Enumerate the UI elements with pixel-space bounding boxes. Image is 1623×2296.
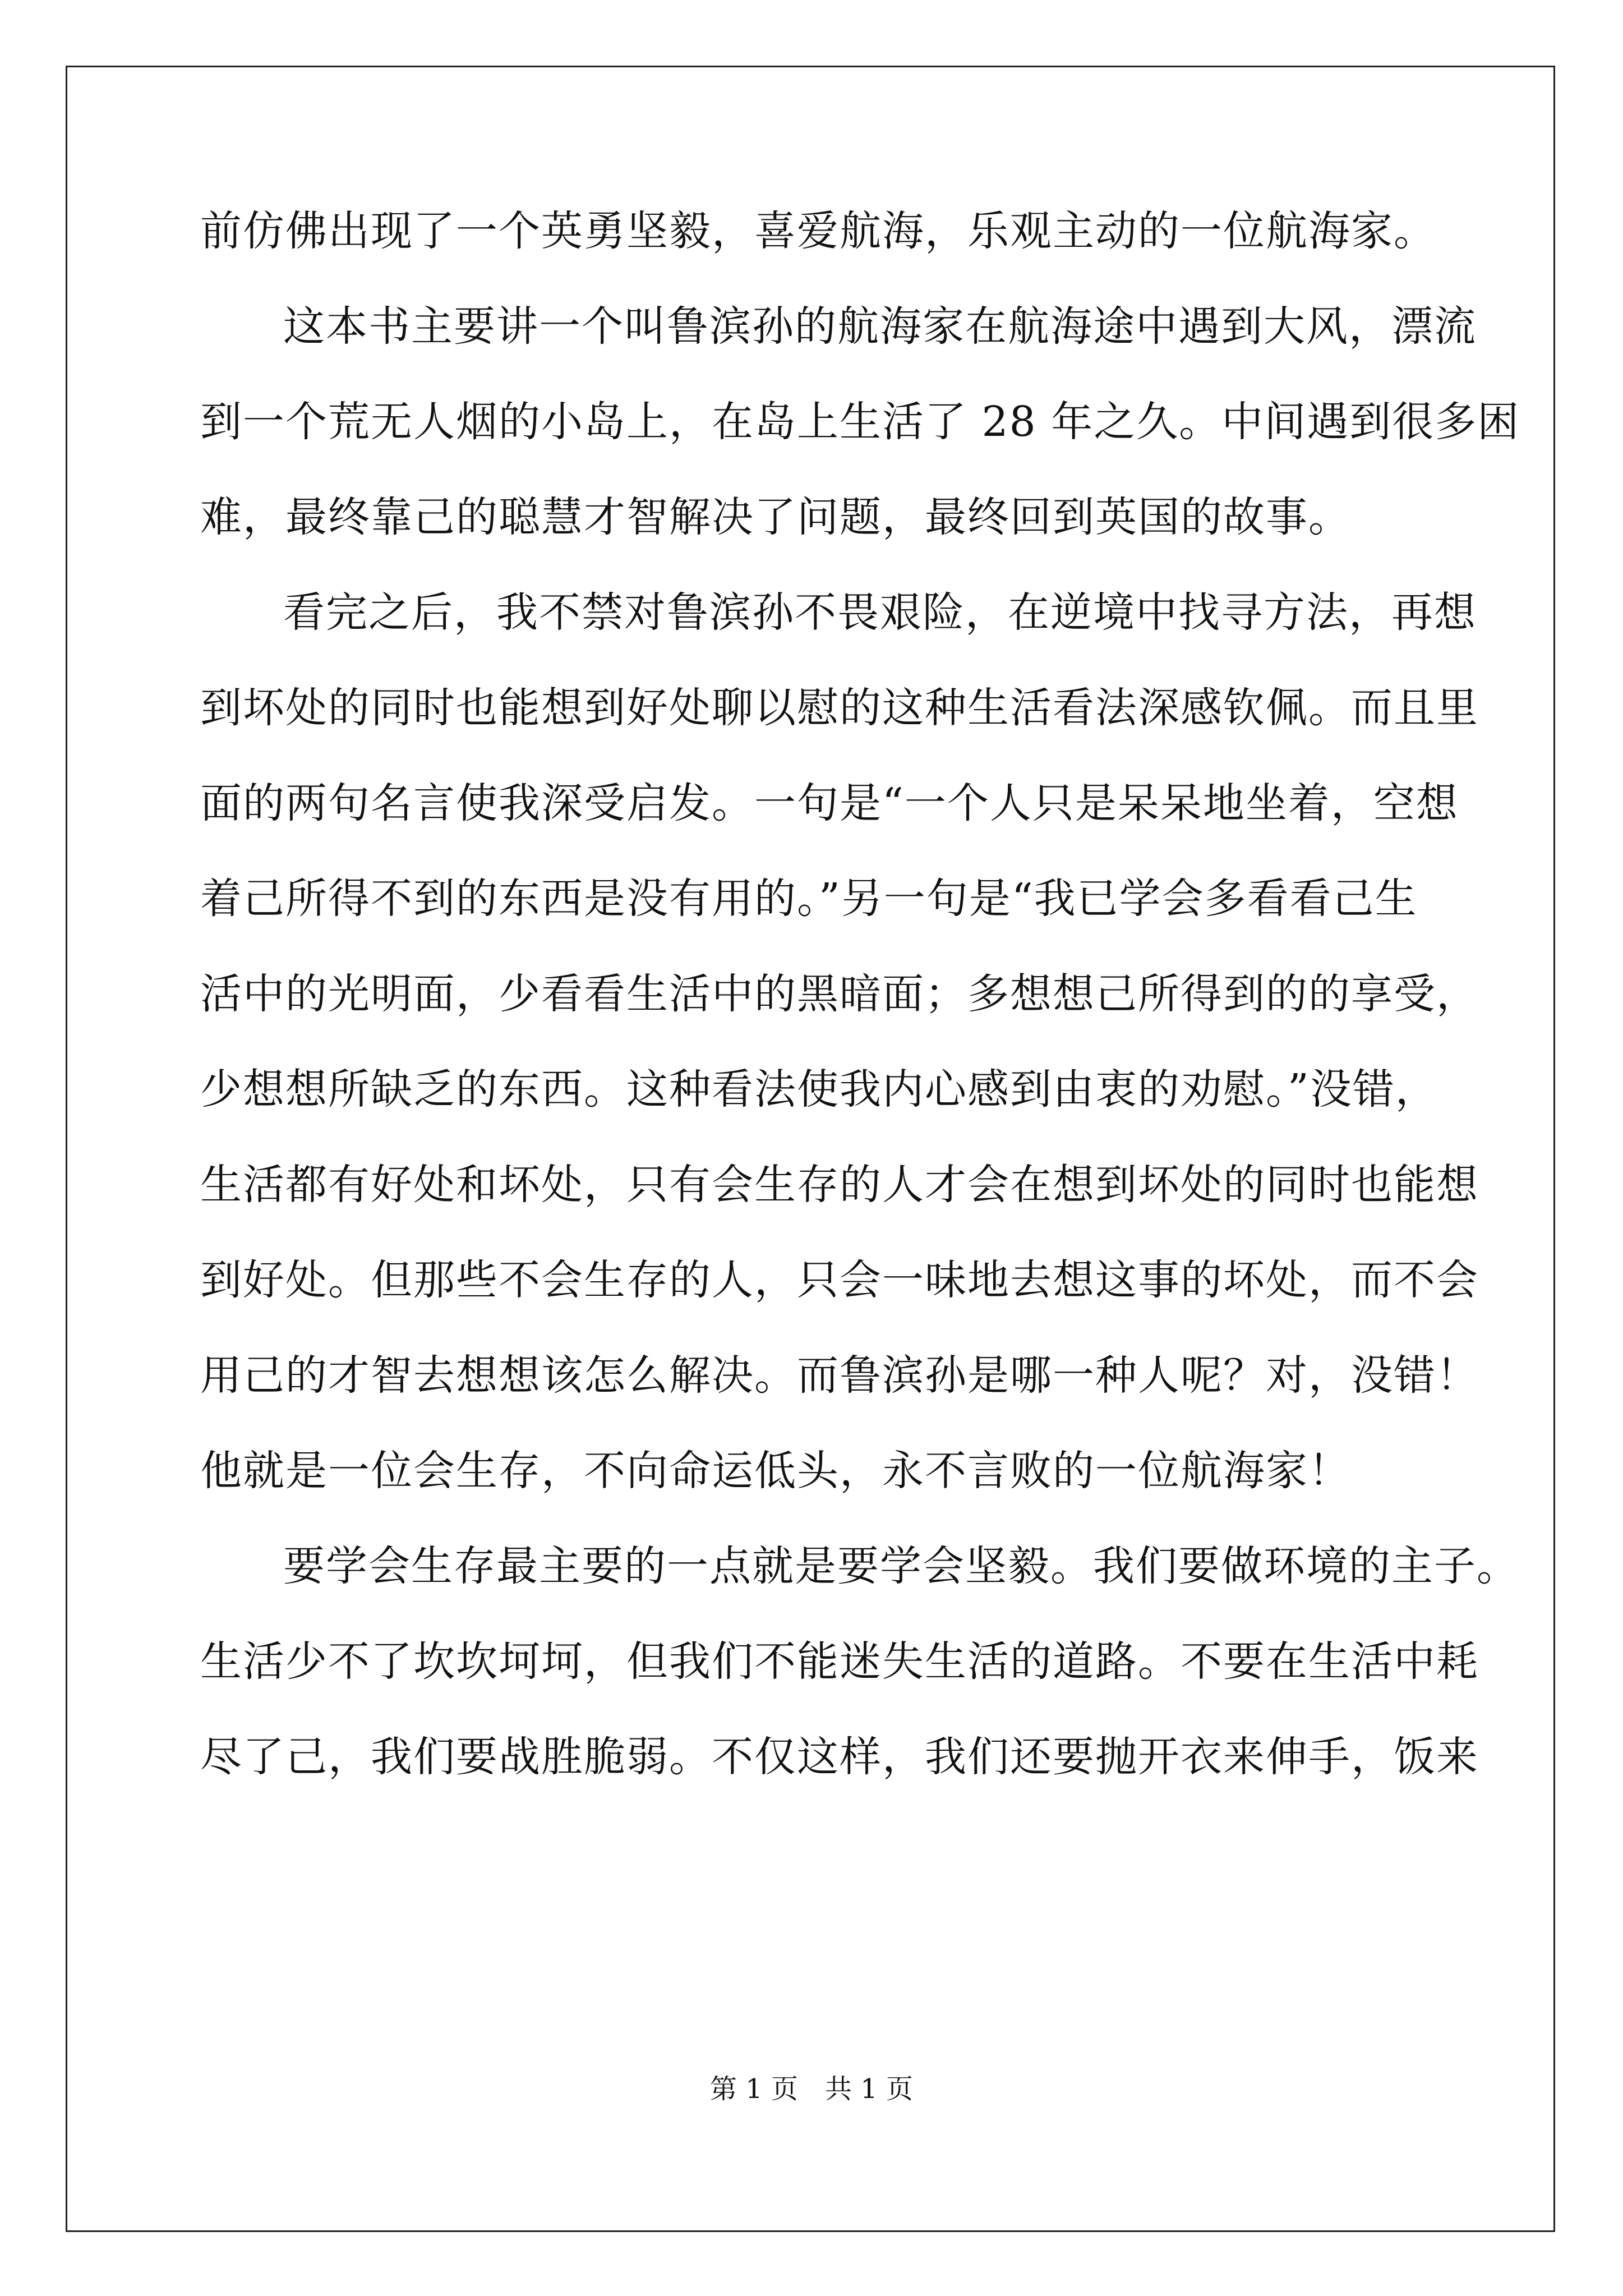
text-line-5: 看完之后，我不禁对鲁滨孙不畏艰险，在逆境中找寻方法，再想	[283, 588, 1477, 637]
text-line-17: 尽了己，我们要战胜脆弱。不仅这样，我们还要抛开衣来伸手，饭来	[200, 1733, 1479, 1781]
text-line-2: 这本书主要讲一个叫鲁滨孙的航海家在航海途中遇到大风，漂流	[283, 302, 1477, 351]
page-number-footer: 第 1 页 共 1 页	[709, 2073, 914, 2105]
text-line-7: 面的两句名言使我深受启发。一句是“一个人只是呆呆地坐着，空想	[200, 779, 1459, 827]
text-line-14: 他就是一位会生存，不向命运低头，永不言败的一位航海家！	[200, 1447, 1351, 1495]
text-line-13: 用己的才智去想想该怎么解决。而鲁滨孙是哪一种人呢？对，没错！	[200, 1351, 1479, 1400]
text-line-16: 生活少不了坎坎坷坷，但我们不能迷失生活的道路。不要在生活中耗	[200, 1637, 1479, 1686]
text-line-4: 难，最终靠己的聪慧才智解决了问题，最终回到英国的故事。	[200, 493, 1351, 541]
document-body	[200, 207, 1520, 1832]
text-line-3: 到一个荒无人烟的小岛上，在岛上生活了 28 年之久。中间遇到很多困	[200, 398, 1520, 446]
text-line-11: 生活都有好处和坏处，只有会生存的人才会在想到坏处的同时也能想	[200, 1161, 1479, 1209]
text-line-12: 到好处。但那些不会生存的人，只会一味地去想这事的坏处，而不会	[200, 1256, 1479, 1304]
text-line-6: 到坏处的同时也能想到好处聊以慰的这种生活看法深感钦佩。而且里	[200, 684, 1479, 732]
text-line-9: 活中的光明面，少看看生活中的黑暗面；多想想己所得到的的享受，	[200, 970, 1479, 1018]
text-line-15: 要学会生存最主要的一点就是要学会坚毅。我们要做环境的主子。	[283, 1542, 1519, 1590]
text-line-1: 前仿佛出现了一个英勇坚毅，喜爱航海，乐观主动的一位航海家。	[200, 207, 1436, 255]
text-line-8: 着己所得不到的东西是没有用的。”另一句是“我已学会多看看己生	[200, 875, 1418, 923]
text-line-10: 少想想所缺乏的东西。这种看法使我内心感到由衷的劝慰。”没错，	[200, 1065, 1438, 1114]
